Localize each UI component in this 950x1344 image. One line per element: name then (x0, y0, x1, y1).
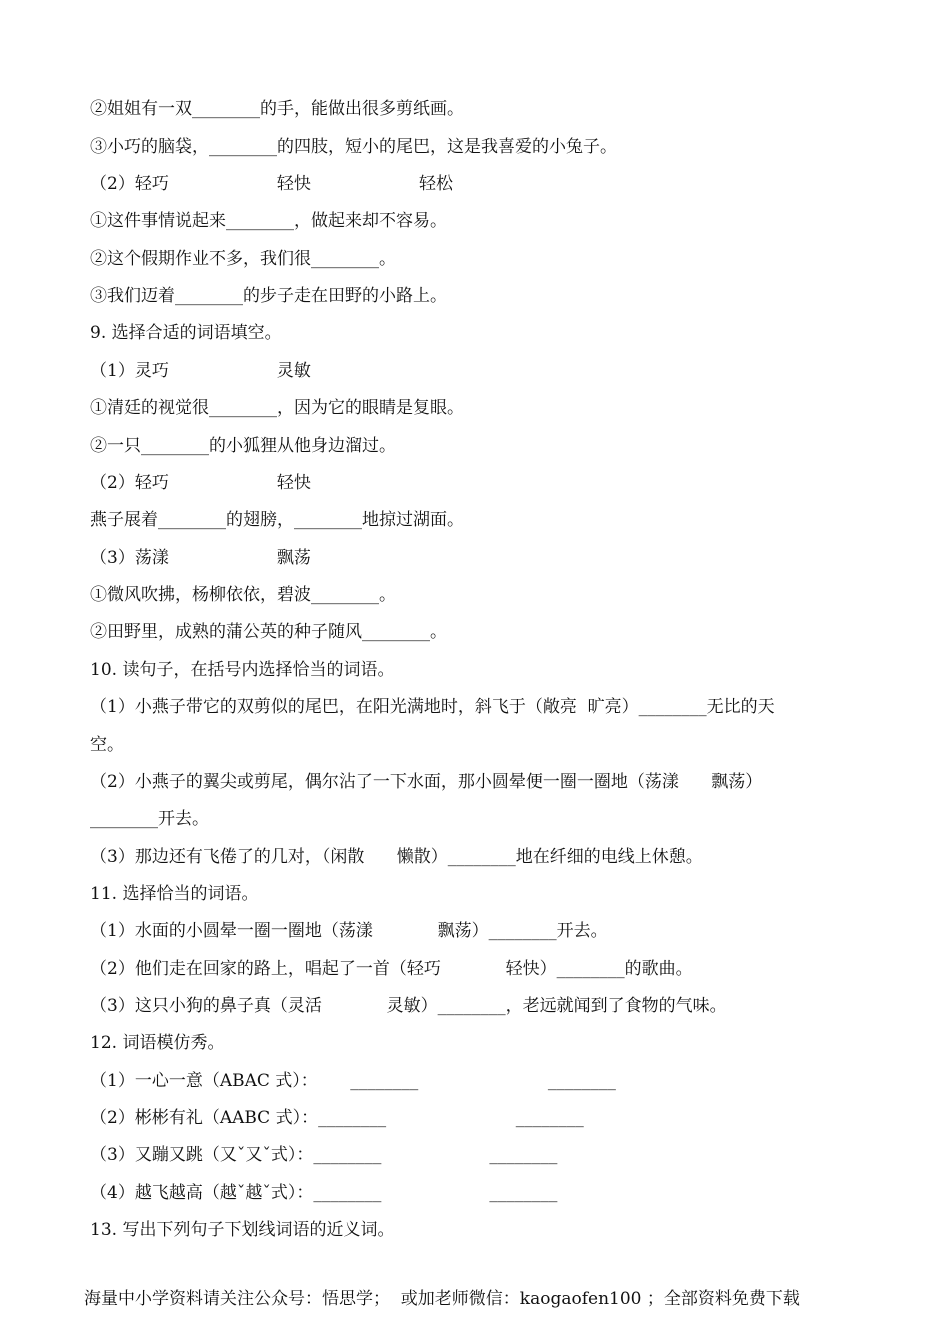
text-line: ③小巧的脑袋，________的四肢，短小的尾巴，这是我喜爱的小兔子。 (90, 137, 617, 157)
text-line: ②田野里，成熟的蒲公英的种子随风________。 (90, 622, 447, 642)
question-heading: 11. 选择恰当的词语。 (90, 884, 259, 904)
text-line: ________开去。 (90, 809, 209, 829)
text-line: （3）荡漾 飘荡 (90, 548, 311, 568)
question-heading: 9. 选择合适的词语填空。 (90, 323, 282, 343)
text-line: （2）小燕子的翼尖或剪尾，偶尔沾了一下水面，那小圆晕便一圈一圈地（荡漾 飘荡） (90, 772, 763, 792)
page-footer: 海量中小学资料请关注公众号：悟思学； 或加老师微信：kaogaofen100 ；全部资料免费下载 (84, 1289, 800, 1309)
text-line: （4）越飞越高（越ˇ越ˇ式）：________ ________ (90, 1183, 558, 1203)
text-line: 空。 (90, 735, 124, 755)
question-heading: 13. 写出下列句子下划线词语的近义词。 (90, 1220, 395, 1240)
text-line: ②这个假期作业不多，我们很________。 (90, 249, 396, 269)
text-line: （3）这只小狗的鼻子真（灵活 灵敏）________，老远就闻到了食物的气味。 (90, 996, 727, 1016)
text-line: （1）灵巧 灵敏 (90, 361, 311, 381)
text-line: （1）小燕子带它的双剪似的尾巴，在阳光满地时，斜飞于（敞亮 旷亮）________无比的天 (90, 697, 775, 717)
text-line: ①这件事情说起来________，做起来却不容易。 (90, 211, 447, 231)
text-line: ③我们迈着________的步子走在田野的小路上。 (90, 286, 447, 306)
text-line: ①微风吹拂，杨柳依依，碧波________。 (90, 585, 396, 605)
text-line: ②一只________的小狐狸从他身边溜过。 (90, 436, 396, 456)
text-line: ①清廷的视觉很________，因为它的眼睛是复眼。 (90, 398, 464, 418)
text-line: 燕子展着________的翅膀，________地掠过湖面。 (90, 510, 464, 530)
text-line: （2）彬彬有礼（AABC 式）：________ ________ (90, 1108, 584, 1128)
text-line: （2）轻巧 轻快 轻松 (90, 174, 453, 194)
text-line: ②姐姐有一双________的手，能做出很多剪纸画。 (90, 99, 464, 119)
text-line: （1）一心一意（ABAC 式）： ________ ________ (90, 1071, 616, 1091)
text-line: （2）他们走在回家的路上，唱起了一首（轻巧 轻快）________的歌曲。 (90, 959, 693, 979)
question-heading: 10. 读句子，在括号内选择恰当的词语。 (90, 660, 395, 680)
question-heading: 12. 词语模仿秀。 (90, 1033, 225, 1053)
text-line: （1）水面的小圆晕一圈一圈地（荡漾 飘荡）________开去。 (90, 921, 608, 941)
text-line: （3）那边还有飞倦了的几对，（闲散 懒散）________地在纤细的电线上休憩。 (90, 847, 703, 867)
text-line: （3）又蹦又跳（又ˇ又ˇ式）：________ ________ (90, 1145, 558, 1165)
text-line: （2）轻巧 轻快 (90, 473, 311, 493)
